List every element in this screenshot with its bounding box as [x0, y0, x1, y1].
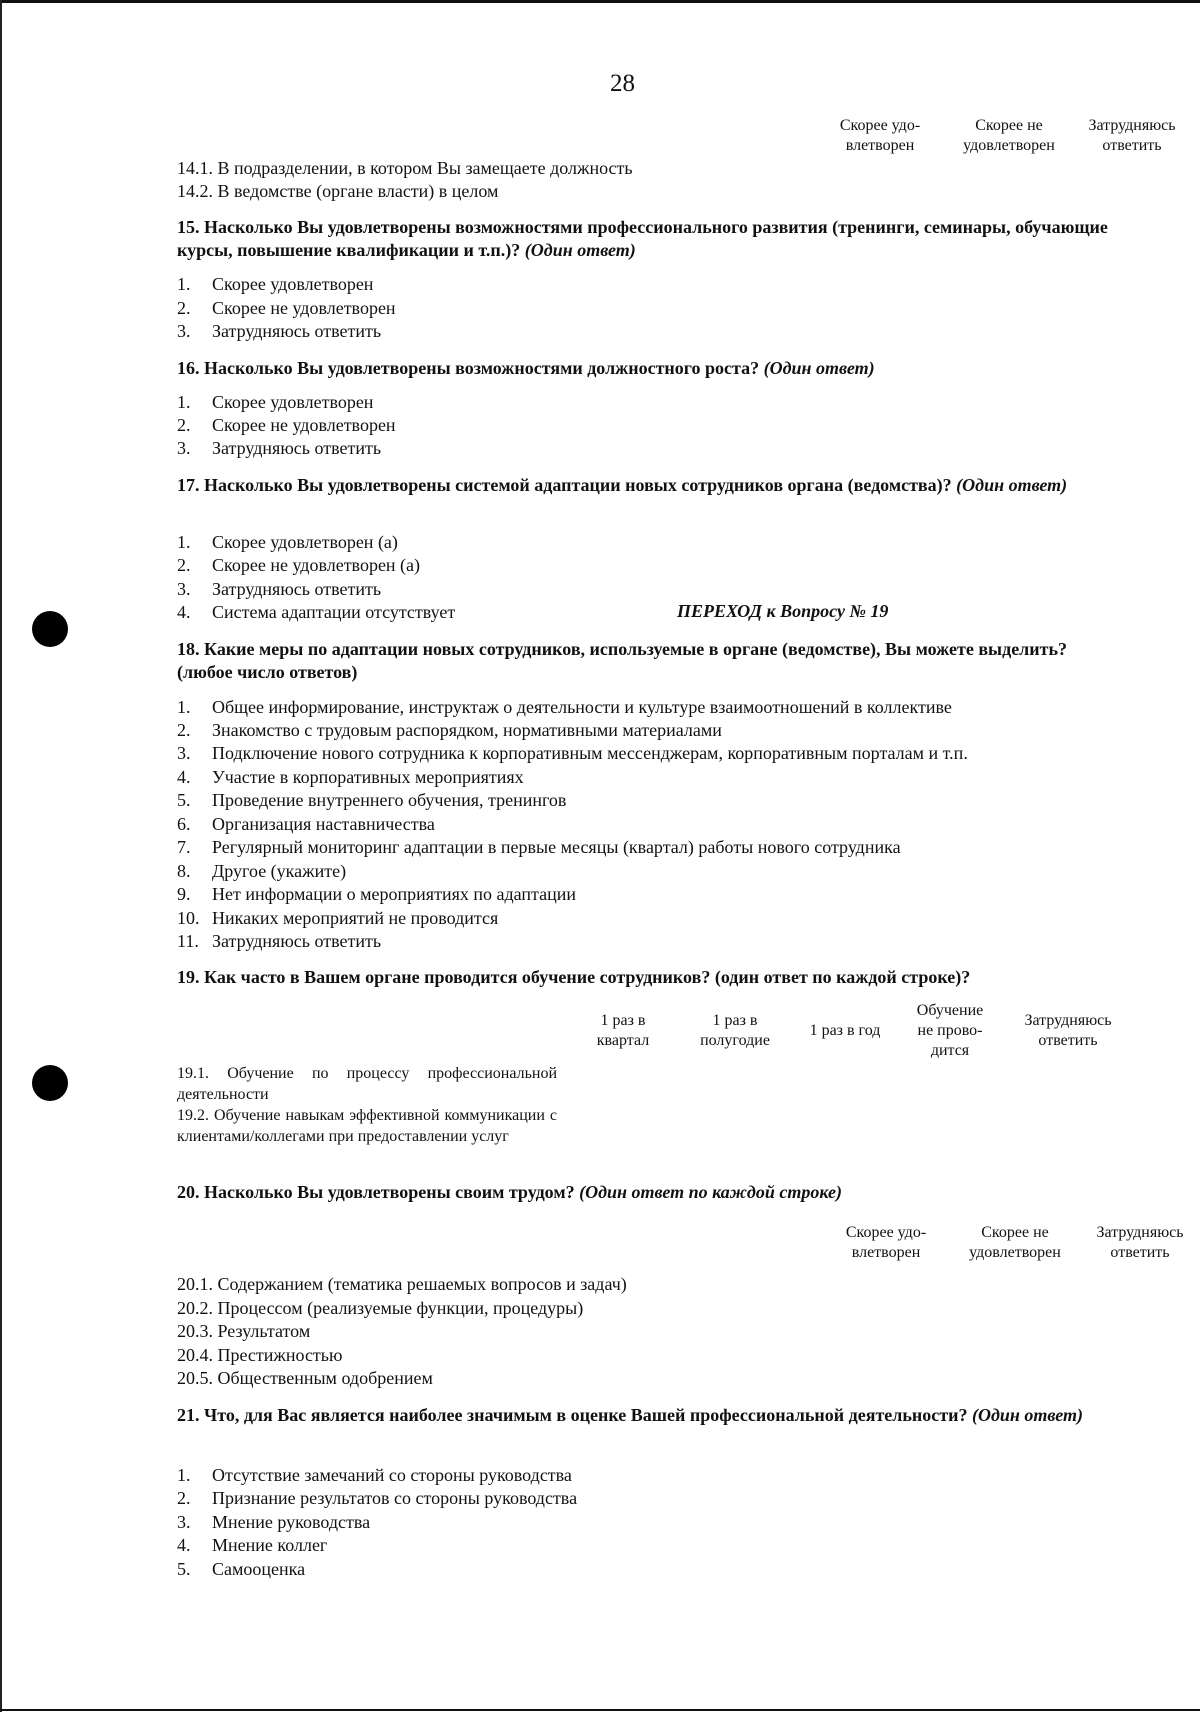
page-top-border — [0, 0, 1200, 3]
q17-goto-instruction: ПЕРЕХОД к Вопросу № 19 — [677, 601, 889, 621]
binder-hole-top — [32, 611, 68, 647]
question-16-text: 16. Насколько Вы удовлетворены возможностями должностного роста? — [177, 358, 760, 378]
question-20-note: (Один ответ по каждой строке) — [579, 1182, 842, 1202]
question-15-note: (Один ответ) — [524, 240, 636, 260]
q20-row-1: 20.1. Содержанием (тематика решаемых вопросов и задач) — [177, 1274, 627, 1294]
q20-col-3: Затрудняюсь ответить — [1096, 1224, 1184, 1261]
question-21-text: 21. Что, для Вас является наиболее значимым в оценке Вашей профессиональной деятельности? — [177, 1405, 968, 1425]
question-16-note: (Один ответ) — [763, 358, 875, 378]
question-15 — [177, 216, 1122, 262]
question-17 — [177, 474, 1122, 497]
question-21-note: (Один ответ) — [971, 1405, 1083, 1425]
q19-col-4: Обучение не прово- дится — [916, 1002, 984, 1059]
q19-col-5: Затрудняюсь ответить — [1024, 1012, 1112, 1049]
page-number: 28 — [610, 70, 635, 97]
q19-row-1: 19.1. Обучение по процессу профессиональной деятельности — [177, 1065, 557, 1103]
page-left-border — [0, 0, 2, 1712]
question-17-text: 17. Насколько Вы удовлетворены системой адаптации новых сотрудников органа (ведомства)? — [177, 475, 952, 495]
question-20 — [177, 1181, 1122, 1204]
question-16 — [177, 357, 1122, 380]
question-19: 19. Как часто в Вашем органе проводится обучение сотрудников? (один ответ по каждой строке)? — [177, 967, 971, 987]
table14-col-2: Скорее не удовлетворен — [963, 117, 1055, 154]
binder-hole-bottom — [32, 1065, 68, 1101]
q20-row-3: 20.3. Результатом — [177, 1321, 311, 1341]
question-15-text: 15. Насколько Вы удовлетворены возможностями профессионального развития (тренинги, семинары, обучающие курсы, повышение квалификации и т.п.)? — [177, 217, 1108, 260]
table14-row-2: 14.2. В ведомстве (органе власти) в целом — [177, 181, 499, 201]
table14-col-3: Затрудняюсь ответить — [1088, 117, 1176, 154]
question-21 — [177, 1404, 1122, 1427]
q19-col-1: 1 раз в квартал — [596, 1012, 650, 1049]
q20-row-4: 20.4. Престижностью — [177, 1345, 343, 1365]
question-18: 18. Какие меры по адаптации новых сотрудников, используемые в органе (ведомстве), Вы можете выделить? (любое число ответов) — [177, 639, 1068, 682]
q19-col-2: 1 раз в полугодие — [700, 1012, 770, 1049]
q20-row-2: 20.2. Процессом (реализуемые функции, процедуры) — [177, 1298, 584, 1318]
question-20-text: 20. Насколько Вы удовлетворены своим трудом? — [177, 1182, 575, 1202]
page-bottom-border — [0, 1709, 1200, 1711]
q20-row-5: 20.5. Общественным одобрением — [177, 1368, 433, 1388]
question-17-note: (Один ответ) — [956, 475, 1068, 495]
table14-col-1: Скорее удо- влетворен — [839, 117, 921, 154]
q19-col-3: 1 раз в год — [809, 1022, 881, 1039]
q20-col-2: Скорее не удовлетворен — [969, 1224, 1061, 1261]
q20-col-1: Скорее удо- влетворен — [845, 1224, 927, 1261]
q19-row-2: 19.2. Обучение навыкам эффективной коммуникации с клиентами/коллегами при предоставлении услуг — [177, 1107, 557, 1145]
table14-row-1: 14.1. В подразделении, в котором Вы замещаете должность — [177, 158, 633, 178]
